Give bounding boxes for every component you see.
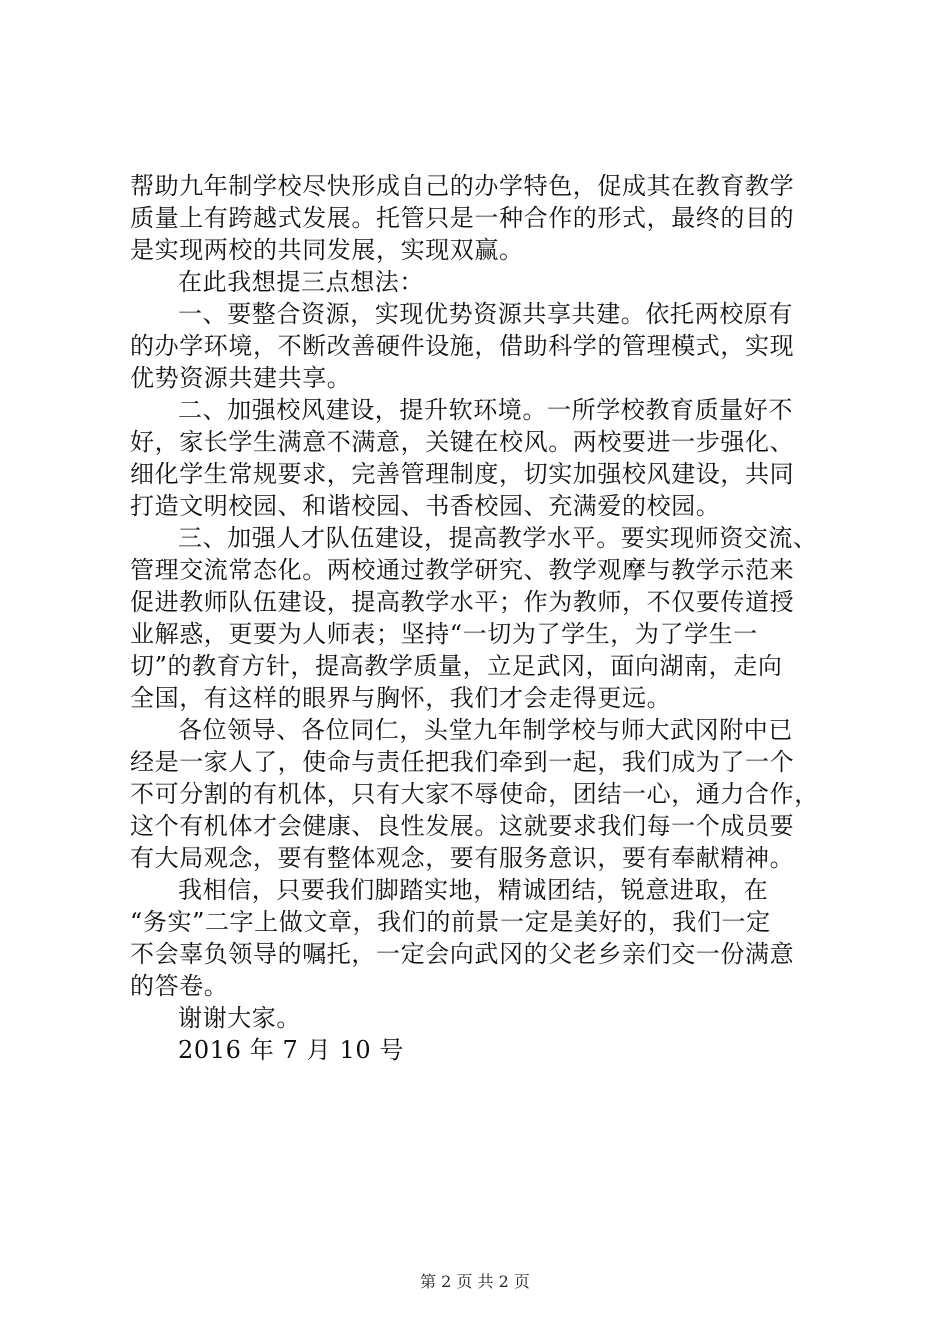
text-line: “务实”二字上做文章，我们的前景一定是美好的，我们一定 — [130, 908, 771, 936]
text-line: 的答卷。 — [130, 972, 229, 1000]
text-line: 一、要整合资源，实现优势资源共享共建。依托两校原有 — [178, 300, 793, 328]
text-line: 好，家长学生满意不满意，关键在校风。两校要进一步强化、 — [130, 428, 795, 456]
text-line: 帮助九年制学校尽快形成自己的办学特色，促成其在教育教学 — [130, 172, 795, 200]
text-line: 优势资源共建共享。 — [130, 364, 352, 392]
text-line: 全国，有这样的眼界与胸怀，我们才会走得更远。 — [130, 684, 672, 712]
text-line: 二、加强校风建设，提升软环境。一所学校教育质量好不 — [178, 396, 793, 424]
text-line: 2016 年 7 月 10 号 — [178, 1036, 405, 1064]
document-body — [130, 170, 830, 1066]
text-line: 不会辜负领导的嘱托，一定会向武冈的父老乡亲们交一份满意 — [130, 940, 795, 968]
text-line: 促进教师队伍建设，提高教学水平；作为教师，不仅要传道授 — [130, 588, 795, 616]
text-line: 的办学环境，不断改善硬件设施，借助科学的管理模式，实现 — [130, 332, 795, 360]
text-line: 细化学生常规要求，完善管理制度，切实加强校风建设，共同 — [130, 460, 795, 488]
page-footer: 第 2 页 共 2 页 — [420, 1272, 530, 1291]
text-line: 在此我想提三点想法： — [178, 268, 424, 296]
text-line: 谢谢大家。 — [178, 1004, 301, 1032]
text-line: 不可分割的有机体，只有大家不辱使命，团结一心，通力合作， — [130, 780, 819, 808]
text-line: 有大局观念，要有整体观念，要有服务意识，要有奉献精神。 — [130, 844, 795, 872]
text-line: 我相信，只要我们脚踏实地，精诚团结，锐意进取，在 — [178, 876, 769, 904]
text-line: 打造文明校园、和谐校园、书香校园、充满爱的校园。 — [130, 492, 721, 520]
text-line: 经是一家人了，使命与责任把我们牵到一起，我们成为了一个 — [130, 748, 795, 776]
text-line: 管理交流常态化。两校通过教学研究、教学观摩与教学示范来 — [130, 556, 795, 584]
text-line: 是实现两校的共同发展，实现双赢。 — [130, 236, 524, 264]
text-line: 切”的教育方针，提高教学质量，立足武冈，面向湖南，走向 — [130, 652, 783, 680]
text-line: 三、加强人才队伍建设，提高教学水平。要实现师资交流、 — [178, 524, 818, 552]
text-line: 质量上有跨越式发展。托管只是一种合作的形式，最终的目的 — [130, 204, 795, 232]
text-line: 这个有机体才会健康、良性发展。这就要求我们每一个成员要 — [130, 812, 795, 840]
text-line: 各位领导、各位同仁，头堂九年制学校与师大武冈附中已 — [178, 716, 793, 744]
text-line: 业解惑，更要为人师表；坚持“一切为了学生，为了学生一 — [130, 620, 758, 648]
